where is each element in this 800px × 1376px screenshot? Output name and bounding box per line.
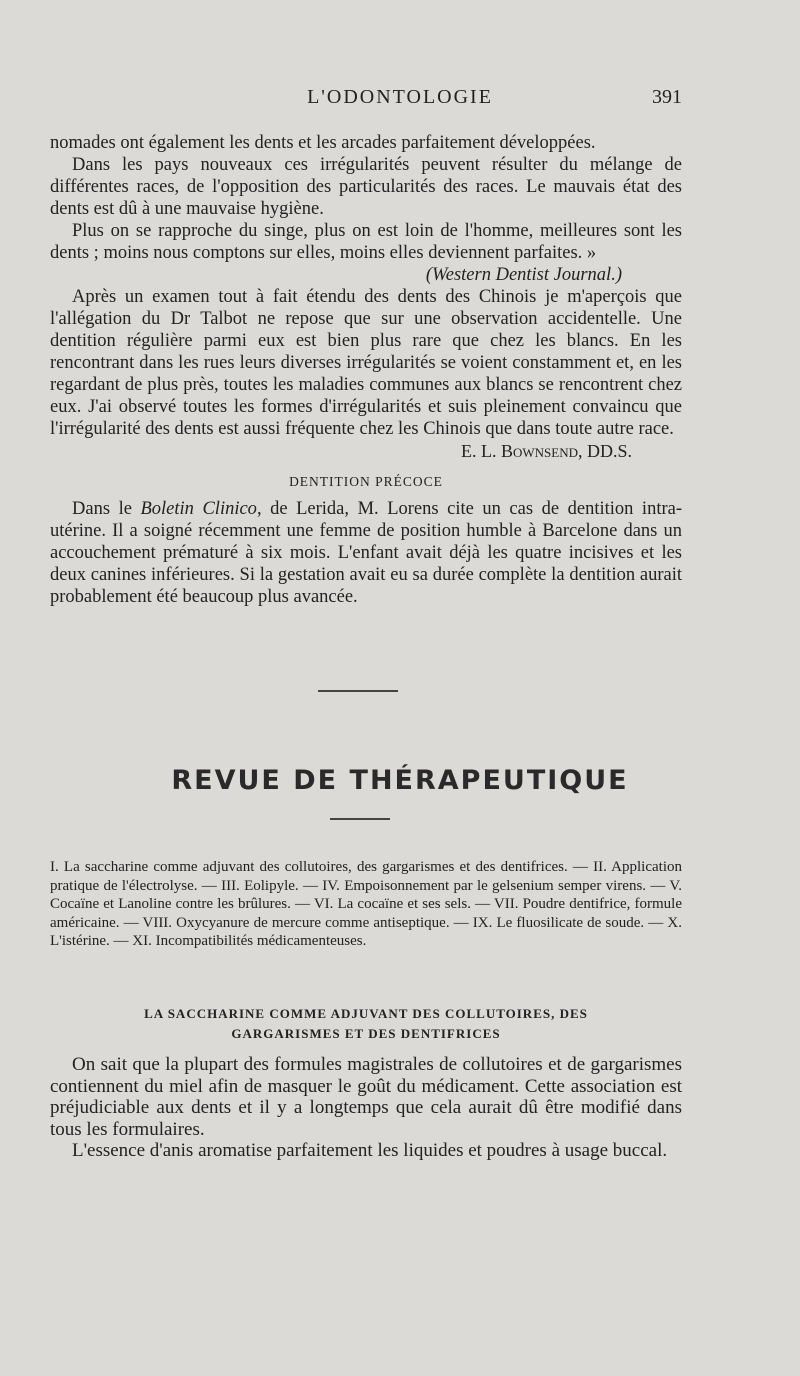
article-continuation [50,132,682,608]
divider-rule [330,818,390,820]
journal-name: Boletin Clinico [140,499,257,519]
section-summary: I. La saccharine comme adjuvant des collutoires, des gargarismes et des dentifrices. — II. Application pratique de l'électrolyse. — III. Eolipyle. — IV. Empoisonnement par le gelsenium semper virens. — V. Cocaïne et Lanoline contre les brûlures. — VI. La cocaïne et ses sels. — VII. Poudre dentifrice, formule américaine. — VIII. Oxycyanure de mercure comme antiseptique. — IX. Le fluosilicate de soude. — X. L'istérine. — XI. Incompatibilités médicamenteuses. [50,859,682,949]
source-citation: (Western Dentist Journal.) [425,265,622,285]
article-heading: DENTITION PRÉCOCE [289,474,443,489]
paragraph: nomades ont également les dents et les arcades parfaitement développées. [50,133,596,153]
subsection-body [50,1054,682,1162]
author-signature: E. L. Bownsend, DD.S. [461,441,632,461]
running-head [0,86,800,116]
subsection-heading: LA SACCHARINE COMME ADJUVANT DES COLLUTOIRES, DES GARGARISMES ET DES DENTIFRICES [144,1006,588,1041]
running-title: L'ODONTOLOGIE [307,86,493,108]
divider-rule [318,690,398,692]
paragraph [50,220,682,285]
paragraph: Après un examen tout à fait étendu des dents des Chinois je m'aperçois que l'allégation du Dr Talbot ne repose que sur une observation accidentelle. Une dentition régulière parmi eux est bien plus rare que chez les blancs. En les rencontrant dans les rues leurs diverses irrégularités se voient constamment et, en les regardant de plus près, toutes les maladies communes aux blancs se rencontrent chez eux. J'ai observé toutes les formes d'irrégularités et suis pleinement convaincu que l'irrégularité des dents est aussi fréquente chez les Chinois que dans toute autre race. [50,287,682,439]
quote-text: Plus on se rapproche du singe, plus on est loin de l'homme, meilleures sont les dents ; moins nous comptons sur elles, moins elles deviennent parfaites. » [50,221,682,263]
paragraph: Dans le Boletin Clinico, de Lerida, M. Lorens cite un cas de dentition intra-utérine. Il a soigné récemment une femme de position humble à Barcelone dans un accouchement prématuré à six mois. L'enfant avait déjà les quatre incisives et les deux canines inférieures. Si la gestation avait eu sa durée complète la dentition aurait probablement été beaucoup plus avancée. [50,499,682,607]
paragraph: L'essence d'anis aromatise parfaitement les liquides et poudres à usage buccal. [72,1140,668,1161]
paragraph: Dans les pays nouveaux ces irrégularités peuvent résulter du mélange de différentes races, de l'opposition des particularités des races. Le mauvais état des dents est dû à une mauvaise hygiène. [50,155,682,219]
page-number: 391 [652,86,682,108]
paragraph: On sait que la plupart des formules magistrales de collutoires et de gargarismes contiennent du miel afin de masquer le goût du médicament. Cette association est préjudiciable aux dents et il y a longtemps que cela aurait dû être modifié dans tous les formulaires. [50,1054,682,1140]
section-title: REVUE DE THÉRAPEUTIQUE [171,765,629,796]
